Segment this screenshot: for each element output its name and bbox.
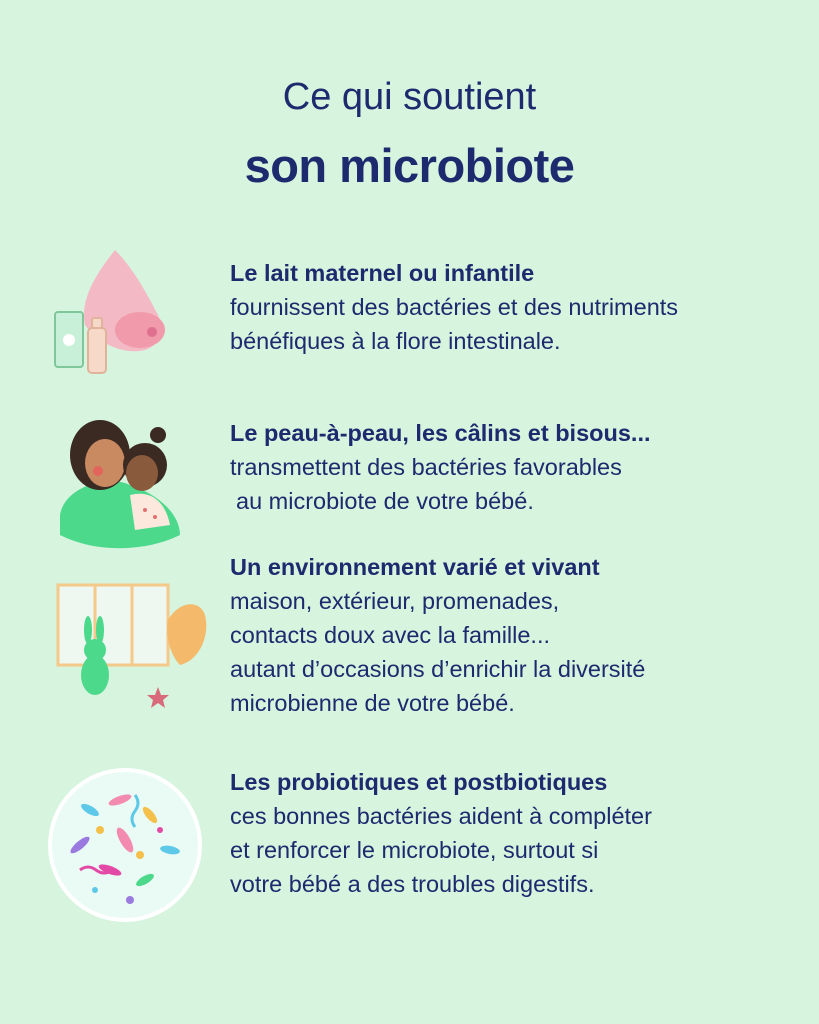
item-line: votre bébé a des troubles digestifs. (230, 871, 595, 897)
window-bunny-leaf-icon (40, 555, 210, 725)
item-milk (0, 240, 819, 400)
breast-and-bottle-icon (40, 240, 210, 410)
item-environment (0, 545, 819, 716)
item-line: ces bonnes bactéries aident à compléter (230, 803, 652, 829)
item-skin-contact (0, 400, 819, 560)
item-line: fournissent des bactéries et des nutriments (230, 294, 679, 320)
item-heading: Le peau-à-peau, les câlins et bisous... (230, 420, 651, 446)
item-line: contacts doux avec la famille... (230, 622, 551, 648)
item-line: autant d’occasions d’enrichir la diversité (230, 656, 646, 682)
title-line-1: Ce qui soutient (282, 76, 537, 118)
item-heading: Un environnement varié et vivant (230, 554, 600, 580)
title-line-2: son microbiote (244, 139, 575, 192)
item-line: au microbiote de votre bébé. (236, 488, 534, 514)
item-heading: Les probiotiques et postbiotiques (230, 769, 608, 795)
item-probiotics (0, 760, 819, 920)
item-line: microbienne de votre bébé. (230, 690, 515, 716)
item-heading: Le lait maternel ou infantile (230, 260, 535, 286)
item-line: transmettent des bactéries favorables (230, 454, 622, 480)
item-line: maison, extérieur, promenades, (230, 588, 560, 614)
item-line: bénéfiques à la flore intestinale. (230, 328, 561, 354)
item-line: et renforcer le microbiote, surtout si (230, 837, 599, 863)
bacteria-petri-icon (40, 760, 210, 930)
